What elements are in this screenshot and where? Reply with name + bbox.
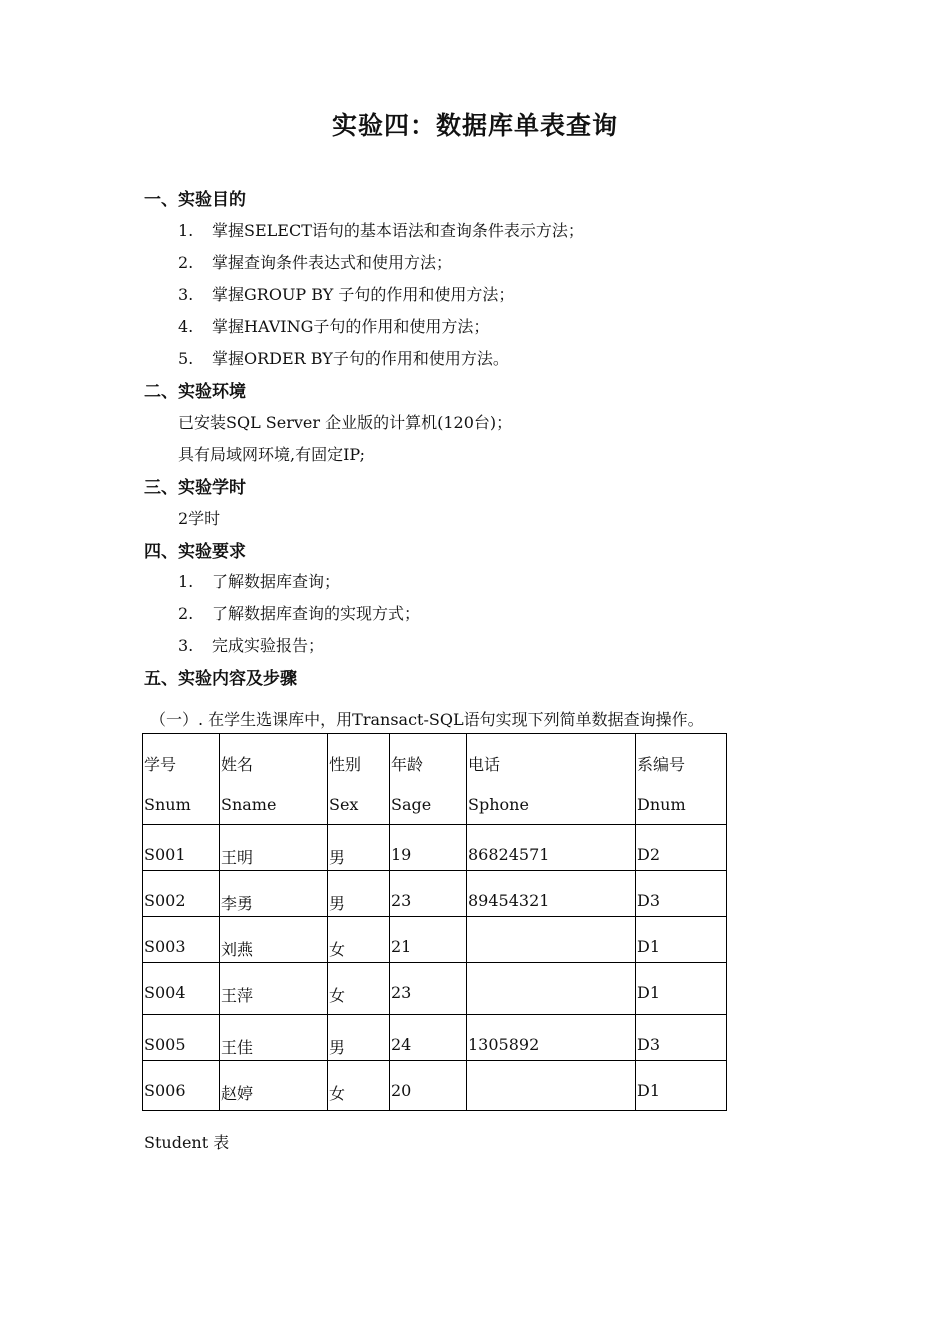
cell-text: 女 — [329, 940, 346, 959]
cell-text: S004 — [144, 983, 186, 1002]
item-text: 掌握HAVING子句的作用和使用方法； — [212, 317, 490, 336]
item-text: 掌握查询条件表达式和使用方法； — [212, 253, 453, 272]
cell-sage — [390, 963, 467, 1015]
cell-sage — [390, 1015, 467, 1061]
phone-text — [468, 1035, 635, 1054]
cell-sex — [328, 963, 390, 1015]
header-en: Sex — [329, 795, 359, 814]
cell-sage — [390, 1061, 467, 1111]
header-en: Sname — [221, 795, 277, 814]
cell-sname — [220, 825, 328, 871]
cell-text: 赵婷 — [221, 1084, 254, 1103]
item-number: 5. — [178, 349, 194, 368]
header-en: Snum — [144, 795, 191, 814]
cell-text: 女 — [329, 1084, 346, 1103]
header-snum — [143, 734, 220, 825]
phone-part-b: 5892 — [498, 1035, 540, 1054]
table-row — [143, 963, 727, 1015]
cell-dnum — [636, 963, 727, 1015]
cell-snum — [143, 1015, 220, 1061]
cell-text: 23 — [391, 891, 412, 910]
cell-text: S002 — [144, 891, 186, 910]
cell-text: 男 — [329, 1038, 346, 1057]
phone-text — [468, 845, 635, 864]
heading-environment: 二、实验环境 — [144, 382, 246, 402]
item-text: 掌握ORDER BY子句的作用和使用方法。 — [212, 349, 509, 368]
table-row — [143, 825, 727, 871]
cell-text: S001 — [144, 845, 186, 864]
requirements-item-2 — [178, 601, 420, 624]
cell-dnum — [636, 825, 727, 871]
environment-line-1: 已安装SQL Server 企业版的计算机(120台)； — [178, 413, 513, 432]
header-zh: 年龄 — [391, 755, 424, 774]
cell-sage — [390, 825, 467, 871]
cell-dnum — [636, 1015, 727, 1061]
cell-text: 男 — [329, 894, 346, 913]
cell-text: 李勇 — [221, 894, 254, 913]
purpose-item-4 — [178, 314, 489, 337]
student-table — [142, 733, 727, 1111]
cell-phone — [467, 917, 636, 963]
hours-line-1: 2学时 — [178, 509, 221, 528]
cell-text: 男 — [329, 848, 346, 867]
table-caption: Student 表 — [144, 1133, 230, 1152]
table-row — [143, 871, 727, 917]
cell-sage — [390, 871, 467, 917]
requirements-item-1 — [178, 569, 340, 592]
header-sex — [328, 734, 390, 825]
header-zh: 性别 — [329, 755, 362, 774]
purpose-item-2 — [178, 250, 452, 273]
item-text: 掌握SELECT语句的基本语法和查询条件表示方法； — [212, 221, 584, 240]
heading-content: 五、实验内容及步骤 — [144, 669, 297, 689]
table-row — [143, 917, 727, 963]
cell-sex — [328, 825, 390, 871]
header-sname — [220, 734, 328, 825]
cell-sex — [328, 917, 390, 963]
content-intro: （一）. 在学生选课库中，用Transact-SQL语句实现下列简单数据查询操作。 — [150, 710, 704, 729]
cell-sex — [328, 871, 390, 917]
cell-text: 王明 — [221, 848, 254, 867]
cell-text: D2 — [637, 845, 661, 864]
header-sage — [390, 734, 467, 825]
cell-text: D1 — [637, 937, 661, 956]
cell-text: D1 — [637, 983, 661, 1002]
cell-sname — [220, 963, 328, 1015]
item-number: 2. — [178, 604, 194, 623]
item-number: 3. — [178, 636, 194, 655]
item-text: 了解数据库查询； — [212, 572, 341, 591]
cell-phone — [467, 871, 636, 917]
cell-text: D3 — [637, 1035, 661, 1054]
cell-text: 20 — [391, 1081, 412, 1100]
cell-text: 女 — [329, 986, 346, 1005]
table-row — [143, 1061, 727, 1111]
cell-sex — [328, 1061, 390, 1111]
environment-line-2: 具有局域网环境,有固定IP; — [178, 445, 365, 464]
item-number: 2. — [178, 253, 194, 272]
phone-part-a: 130 — [468, 1035, 499, 1054]
cell-sname — [220, 1015, 328, 1061]
cell-phone — [467, 1015, 636, 1061]
table-header-row — [143, 734, 727, 825]
cell-text: S006 — [144, 1081, 186, 1100]
cell-text: S003 — [144, 937, 186, 956]
requirements-item-3 — [178, 633, 324, 656]
table-row — [143, 1015, 727, 1061]
cell-text: 23 — [391, 983, 412, 1002]
cell-sex — [328, 1015, 390, 1061]
cell-snum — [143, 825, 220, 871]
item-text: 掌握GROUP BY 子句的作用和使用方法； — [212, 285, 515, 304]
heading-requirements: 四、实验要求 — [144, 542, 246, 562]
cell-text: 19 — [391, 845, 412, 864]
item-number: 1. — [178, 221, 194, 240]
cell-snum — [143, 871, 220, 917]
header-zh: 系编号 — [637, 755, 686, 774]
purpose-item-1 — [178, 218, 584, 241]
header-zh: 电话 — [468, 755, 501, 774]
cell-snum — [143, 1061, 220, 1111]
cell-dnum — [636, 871, 727, 917]
cell-text: 王佳 — [221, 1038, 254, 1057]
item-text: 完成实验报告； — [212, 636, 325, 655]
phone-part-a: 86824571 — [468, 845, 550, 864]
cell-phone — [467, 963, 636, 1015]
cell-sname — [220, 1061, 328, 1111]
cell-sage — [390, 917, 467, 963]
item-number: 3. — [178, 285, 194, 304]
cell-text: D1 — [637, 1081, 661, 1100]
cell-phone — [467, 825, 636, 871]
cell-text: 21 — [391, 937, 412, 956]
item-number: 4. — [178, 317, 194, 336]
header-zh: 学号 — [144, 755, 177, 774]
cell-dnum — [636, 917, 727, 963]
phone-part-a: 89454321 — [468, 891, 550, 910]
purpose-item-5 — [178, 346, 509, 369]
cell-text: S005 — [144, 1035, 186, 1054]
cell-text: 24 — [391, 1035, 412, 1054]
header-en: Sphone — [468, 795, 529, 814]
header-dnum — [636, 734, 727, 825]
heading-hours: 三、实验学时 — [144, 478, 246, 498]
header-sphone — [467, 734, 636, 825]
heading-purpose: 一、实验目的 — [144, 190, 246, 210]
cell-phone — [467, 1061, 636, 1111]
cell-text: 王萍 — [221, 986, 254, 1005]
cell-sname — [220, 871, 328, 917]
header-en: Sage — [391, 795, 432, 814]
header-en: Dnum — [637, 795, 686, 814]
item-text: 了解数据库查询的实现方式； — [212, 604, 421, 623]
cell-text: D3 — [637, 891, 661, 910]
cell-dnum — [636, 1061, 727, 1111]
cell-sname — [220, 917, 328, 963]
page-title: 实验四：数据库单表查询 — [331, 111, 618, 140]
item-number: 1. — [178, 572, 194, 591]
cell-text: 刘燕 — [221, 940, 254, 959]
purpose-item-3 — [178, 282, 514, 305]
phone-text — [468, 891, 635, 910]
header-zh: 姓名 — [221, 755, 254, 774]
cell-snum — [143, 963, 220, 1015]
cell-snum — [143, 917, 220, 963]
